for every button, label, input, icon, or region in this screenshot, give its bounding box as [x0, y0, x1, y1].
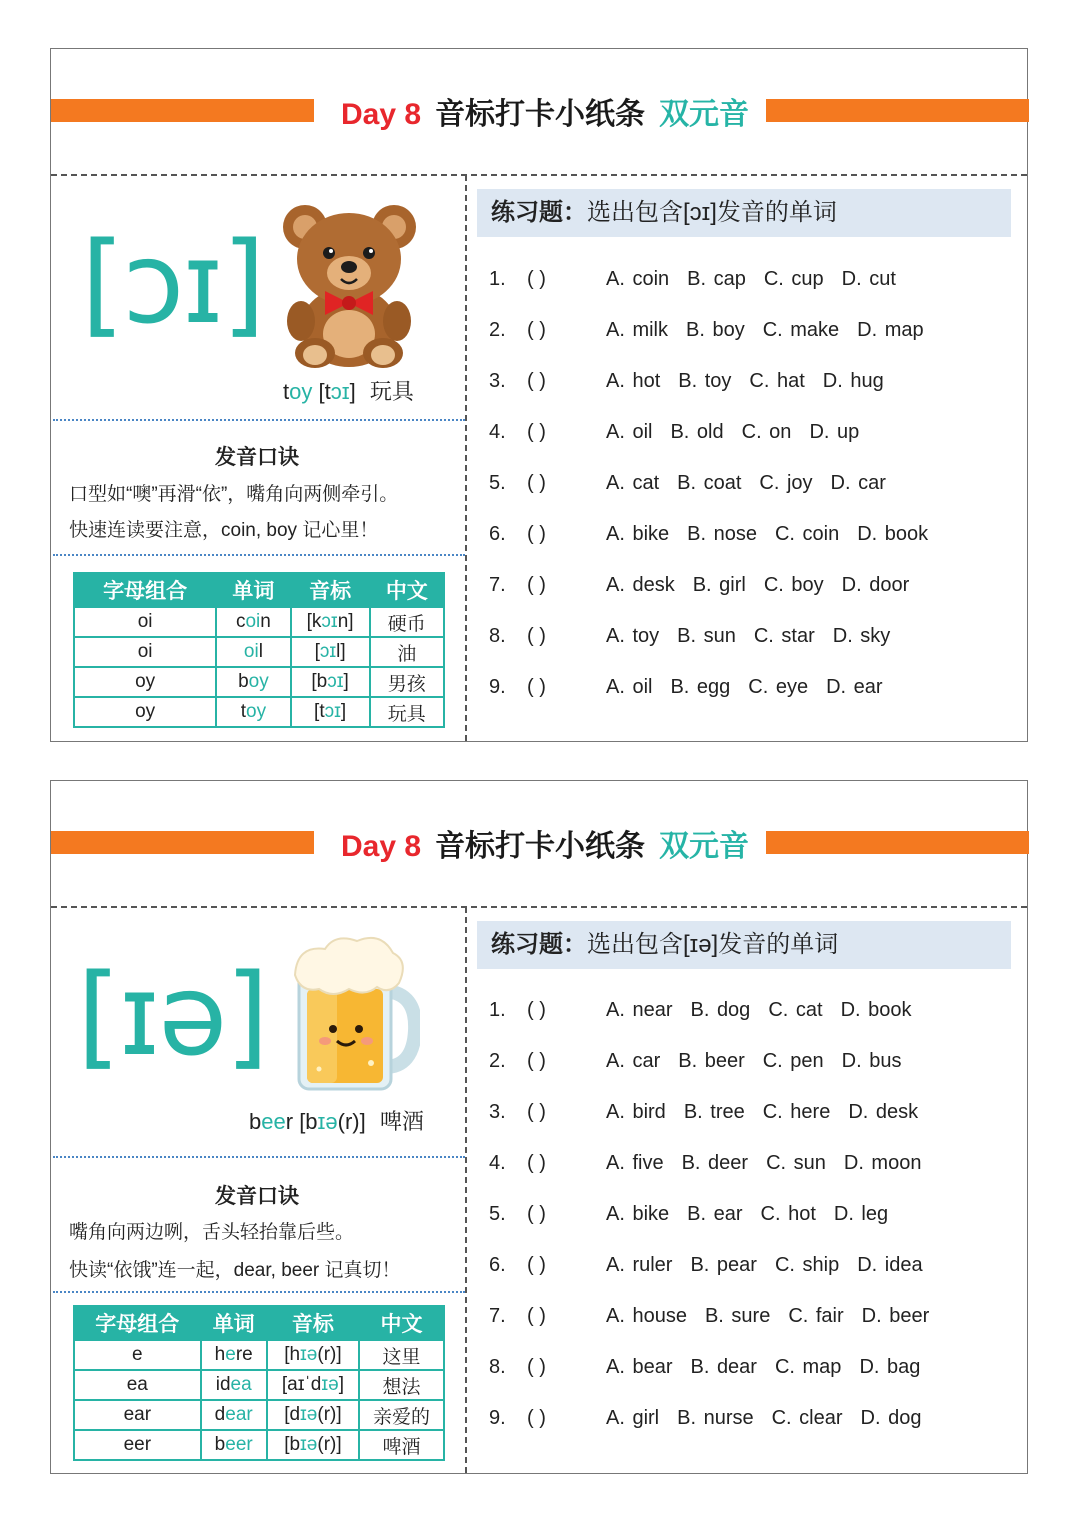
option: D. map: [857, 319, 924, 341]
card-title: [341, 821, 771, 865]
cell-ipa: [291, 697, 370, 727]
word-part: b: [214, 1434, 226, 1455]
verse-line-1: 口型如“噢”再滑“依”，嘴角向两侧牵引。: [69, 484, 399, 505]
cell-combo: ea: [74, 1370, 201, 1400]
cell-word: [216, 607, 290, 637]
option: A. girl: [606, 1407, 660, 1429]
answer-blank[interactable]: ( ): [527, 319, 546, 341]
option: A. oil: [606, 676, 653, 698]
word-highlight: ea: [230, 1374, 252, 1395]
option: B. coat: [677, 472, 742, 494]
word-highlight: ear: [225, 1404, 253, 1425]
cell-ipa: [291, 607, 370, 637]
option: D. hug: [822, 370, 884, 392]
title-day: Day 8: [341, 830, 422, 863]
cell-word: [201, 1370, 267, 1400]
option: D. bag: [859, 1356, 921, 1378]
caption-chinese: 玩具: [369, 379, 414, 404]
table-row: [74, 697, 444, 727]
option: D. idea: [857, 1254, 923, 1276]
word-part: t: [240, 701, 246, 722]
column-header: 音标: [291, 573, 370, 607]
option: C. map: [774, 1356, 842, 1378]
option: A. cat: [606, 472, 660, 494]
cell-combo: e: [74, 1340, 201, 1370]
caption-ipa-colored: ɪə: [317, 1109, 338, 1134]
cell-ipa: [267, 1400, 359, 1430]
table-row: [74, 667, 444, 697]
verse-line-2: 快速连读要注意，coin, boy 记心里！: [69, 520, 379, 541]
question-number: 7.: [489, 1305, 506, 1327]
verse-title: 发音口诀: [215, 1185, 299, 1208]
options: [606, 417, 877, 447]
question-number: 6.: [489, 523, 506, 545]
answer-blank[interactable]: ( ): [527, 1203, 546, 1225]
option: C. cup: [763, 268, 824, 290]
caption-chinese: 啤酒: [379, 1109, 424, 1134]
option: C. ship: [774, 1254, 840, 1276]
option: D. bus: [841, 1050, 902, 1072]
option: B. boy: [686, 319, 745, 341]
answer-blank[interactable]: ( ): [527, 421, 546, 443]
section-divider: [53, 419, 465, 421]
column-header: 音标: [267, 1306, 359, 1340]
question-number: 4.: [489, 421, 506, 443]
cell-combo: oy: [74, 697, 216, 727]
option: A. milk: [606, 319, 668, 341]
title-type: 双元音: [659, 98, 750, 131]
ipa-part: (r)]: [317, 1434, 342, 1455]
word-highlight: e: [225, 1344, 236, 1365]
option: D. moon: [843, 1152, 922, 1174]
question-number: 3.: [489, 1101, 506, 1123]
answer-blank[interactable]: ( ): [527, 1101, 546, 1123]
word-part: h: [214, 1344, 226, 1365]
option: C. make: [762, 319, 840, 341]
option: C. on: [741, 421, 792, 443]
answer-blank[interactable]: ( ): [527, 1050, 546, 1072]
option: A. desk: [606, 574, 675, 596]
options: [606, 1250, 941, 1280]
column-header: 单词: [216, 573, 290, 607]
option: C. hat: [749, 370, 805, 392]
word-part: b: [238, 671, 249, 692]
phonics-table: [73, 1305, 445, 1461]
vertical-divider: [465, 907, 467, 1473]
option: B. toy: [678, 370, 732, 392]
caption-ipa-suffix: (r)]: [337, 1109, 366, 1134]
header-bar-left: [51, 99, 314, 122]
phonics-card-oi: [50, 48, 1028, 742]
option: B. dear: [690, 1356, 757, 1378]
option: A. ruler: [606, 1254, 673, 1276]
practice-header: [477, 189, 1011, 237]
header-bar-right: [766, 831, 1029, 854]
option: D. beer: [861, 1305, 930, 1327]
table-row: [74, 1430, 444, 1460]
word-part: c: [235, 611, 246, 632]
cell-word: [201, 1430, 267, 1460]
card-title: [341, 89, 771, 133]
option: C. fair: [788, 1305, 844, 1327]
option: C. eye: [748, 676, 809, 698]
cell-chinese: 亲爱的: [359, 1400, 444, 1430]
ipa-part: ]: [340, 701, 347, 722]
question-number: 4.: [489, 1152, 506, 1174]
option: B. ear: [687, 1203, 743, 1225]
option: B. sure: [704, 1305, 771, 1327]
question-number: 8.: [489, 1356, 506, 1378]
verse-line-1: 嘴角向两边咧，舌头轻抬靠后些。: [69, 1222, 355, 1243]
ipa-part: [b: [284, 1434, 301, 1455]
option: A. car: [606, 1050, 661, 1072]
caption-ipa-suffix: ]: [349, 379, 356, 404]
question-number: 9.: [489, 676, 506, 698]
ipa-part: [h: [284, 1344, 301, 1365]
phonics-table: [73, 572, 445, 728]
column-header: 字母组合: [74, 1306, 201, 1340]
section-divider: [53, 1291, 465, 1293]
question-number: 7.: [489, 574, 506, 596]
option: A. coin: [606, 268, 670, 290]
option: C. star: [753, 625, 815, 647]
ipa-highlight: ɪə: [321, 1374, 339, 1395]
options: [606, 1199, 906, 1229]
cell-chinese: 玩具: [370, 697, 444, 727]
ipa-part: (r)]: [317, 1344, 342, 1365]
option: B. old: [670, 421, 724, 443]
ipa-part: [: [314, 641, 320, 662]
cell-chinese: 男孩: [370, 667, 444, 697]
ipa-part: [k: [306, 611, 322, 632]
table-header-row: [74, 573, 444, 607]
answer-blank[interactable]: ( ): [527, 1356, 546, 1378]
cell-combo: ear: [74, 1400, 201, 1430]
option: A. near: [606, 999, 673, 1021]
word-part: d: [214, 1404, 226, 1425]
section-divider: [53, 1156, 465, 1158]
option: D. door: [841, 574, 910, 596]
option: C. hot: [760, 1203, 816, 1225]
answer-blank[interactable]: ( ): [527, 1305, 546, 1327]
option: A. bike: [606, 523, 670, 545]
option: C. joy: [759, 472, 813, 494]
title-main: 音标打卡小纸条: [435, 830, 646, 863]
option: A. five: [606, 1152, 664, 1174]
answer-blank[interactable]: ( ): [527, 574, 546, 596]
question-number: 2.: [489, 319, 506, 341]
cell-word: [216, 697, 290, 727]
ipa-highlight: ɪə: [300, 1404, 318, 1425]
option: D. ear: [826, 676, 883, 698]
option: B. nose: [687, 523, 757, 545]
option: D. up: [809, 421, 860, 443]
column-header: 字母组合: [74, 573, 216, 607]
table-row: [74, 1400, 444, 1430]
question-number: 5.: [489, 472, 506, 494]
answer-blank[interactable]: ( ): [527, 676, 546, 698]
answer-blank[interactable]: ( ): [527, 625, 546, 647]
options: [606, 1148, 939, 1178]
cell-word: [216, 637, 290, 667]
options: [606, 315, 942, 345]
title-day: Day 8: [341, 98, 422, 131]
word-part: l: [258, 641, 263, 662]
question-number: 1.: [489, 268, 506, 290]
ipa-highlight: ɔɪ: [319, 641, 337, 662]
horizontal-divider: [51, 906, 1027, 908]
header-bar-right: [766, 99, 1029, 122]
option: C. cat: [768, 999, 823, 1021]
answer-blank[interactable]: ( ): [527, 523, 546, 545]
answer-blank[interactable]: ( ): [527, 1407, 546, 1429]
ipa-symbol: [ɪə]: [77, 951, 267, 1081]
practice-instruction: 选出包含[ɪə]发音的单词: [587, 931, 839, 958]
option: D. book: [840, 999, 912, 1021]
cell-combo: eer: [74, 1430, 201, 1460]
cell-chinese: 硬币: [370, 607, 444, 637]
option: D. sky: [832, 625, 891, 647]
option: D. cut: [841, 268, 896, 290]
example-caption: [249, 1105, 424, 1136]
example-caption: [283, 375, 414, 406]
option: B. girl: [692, 574, 746, 596]
cell-chinese: 啤酒: [359, 1430, 444, 1460]
ipa-highlight: ɔɪ: [327, 671, 344, 692]
cell-combo: oi: [74, 637, 216, 667]
question-number: 1.: [489, 999, 506, 1021]
ipa-highlight: ɔɪ: [324, 701, 341, 722]
option: D. book: [857, 523, 929, 545]
answer-blank[interactable]: ( ): [527, 1152, 546, 1174]
option: D. dog: [860, 1407, 922, 1429]
options: [606, 1046, 919, 1076]
option: A. toy: [606, 625, 660, 647]
cell-combo: oy: [74, 667, 216, 697]
option: B. nurse: [677, 1407, 754, 1429]
answer-blank[interactable]: ( ): [527, 268, 546, 290]
beer-mug-icon: [285, 931, 420, 1096]
ipa-part: [aɪˈd: [281, 1374, 322, 1395]
option: A. bear: [606, 1356, 673, 1378]
options: [606, 468, 904, 498]
answer-blank[interactable]: ( ): [527, 999, 546, 1021]
option: A. hot: [606, 370, 661, 392]
ipa-part: [d: [284, 1404, 301, 1425]
horizontal-divider: [51, 174, 1027, 176]
cell-chinese: 想法: [359, 1370, 444, 1400]
cell-ipa: [267, 1340, 359, 1370]
option: B. pear: [690, 1254, 757, 1276]
table-row: [74, 1370, 444, 1400]
ipa-part: [t: [314, 701, 325, 722]
word-part: re: [235, 1344, 253, 1365]
option: B. sun: [677, 625, 736, 647]
cell-word: [201, 1400, 267, 1430]
option: D. leg: [833, 1203, 889, 1225]
ipa-highlight: ɔɪ: [321, 611, 338, 632]
ipa-part: (r)]: [317, 1404, 342, 1425]
question-number: 6.: [489, 1254, 506, 1276]
column-header: 单词: [201, 1306, 267, 1340]
option: C. here: [762, 1101, 831, 1123]
word-part: id: [215, 1374, 231, 1395]
title-main: 音标打卡小纸条: [435, 98, 646, 131]
question-number: 5.: [489, 1203, 506, 1225]
option: A. bird: [606, 1101, 666, 1123]
cell-chinese: 这里: [359, 1340, 444, 1370]
ipa-part: ]: [343, 671, 349, 692]
cell-ipa: [291, 667, 370, 697]
column-header: 中文: [370, 573, 444, 607]
question-number: 3.: [489, 370, 506, 392]
title-type: 双元音: [659, 830, 750, 863]
options: [606, 672, 901, 702]
section-divider: [53, 554, 465, 556]
ipa-part: ]: [338, 1374, 344, 1395]
option: C. pen: [762, 1050, 824, 1072]
ipa-highlight: ɪə: [300, 1344, 318, 1365]
vertical-divider: [465, 175, 467, 741]
phonics-card-ie: [50, 780, 1028, 1474]
caption-word-prefix: b: [249, 1109, 262, 1134]
word-highlight: eer: [225, 1434, 253, 1455]
options: [606, 995, 930, 1025]
header-bar-left: [51, 831, 314, 854]
question-number: 2.: [489, 1050, 506, 1072]
caption-ipa-colored: ɔɪ: [330, 379, 350, 404]
options: [606, 1097, 936, 1127]
teddy-bear-icon: [277, 199, 422, 369]
option: B. tree: [683, 1101, 745, 1123]
ipa-part: [b: [311, 671, 328, 692]
option: D. desk: [848, 1101, 919, 1123]
option: C. coin: [774, 523, 840, 545]
options: [606, 1352, 938, 1382]
cell-ipa: [267, 1370, 359, 1400]
options: [606, 1403, 939, 1433]
answer-blank[interactable]: ( ): [527, 370, 546, 392]
practice-instruction: 选出包含[ɔɪ]发音的单词: [587, 199, 837, 226]
ipa-part: n]: [337, 611, 354, 632]
options: [606, 1301, 947, 1331]
table-header-row: [74, 1306, 444, 1340]
option: B. dog: [690, 999, 751, 1021]
cell-ipa: [267, 1430, 359, 1460]
options: [606, 519, 946, 549]
option: B. beer: [678, 1050, 745, 1072]
verse-title: 发音口诀: [215, 446, 299, 469]
cell-chinese: 油: [370, 637, 444, 667]
caption-word-suffix: r: [285, 1109, 294, 1134]
cell-word: [216, 667, 290, 697]
option: A. house: [606, 1305, 687, 1327]
option: B. egg: [670, 676, 731, 698]
table-row: [74, 607, 444, 637]
option: A. bike: [606, 1203, 670, 1225]
question-number: 8.: [489, 625, 506, 647]
caption-ipa-prefix: [b: [299, 1109, 318, 1134]
option: A. oil: [606, 421, 653, 443]
word-highlight: oi: [243, 641, 259, 662]
option: B. cap: [687, 268, 746, 290]
option: C. clear: [771, 1407, 843, 1429]
cell-combo: oi: [74, 607, 216, 637]
table-row: [74, 1340, 444, 1370]
option: C. sun: [766, 1152, 826, 1174]
options: [606, 570, 927, 600]
table-row: [74, 637, 444, 667]
answer-blank[interactable]: ( ): [527, 1254, 546, 1276]
column-header: 中文: [359, 1306, 444, 1340]
practice-header: [477, 921, 1011, 969]
verse-line-2: 快读“依饿”连一起，dear, beer 记真切！: [69, 1260, 401, 1281]
option: B. deer: [681, 1152, 749, 1174]
option: D. car: [830, 472, 886, 494]
options: [606, 621, 908, 651]
ipa-symbol: [ɔɪ]: [81, 219, 264, 349]
cell-word: [201, 1340, 267, 1370]
practice-label: 练习题：: [491, 199, 587, 226]
word-part: n: [260, 611, 271, 632]
ipa-highlight: ɪə: [300, 1434, 318, 1455]
ipa-part: l]: [336, 641, 346, 662]
caption-word-colored: ee: [261, 1109, 286, 1134]
word-highlight: oy: [248, 671, 269, 692]
question-number: 9.: [489, 1407, 506, 1429]
practice-label: 练习题：: [491, 931, 587, 958]
option: C. boy: [763, 574, 824, 596]
caption-word-prefix: t: [283, 379, 290, 404]
caption-word-colored: oy: [289, 379, 313, 404]
options: [606, 264, 914, 294]
cell-ipa: [291, 637, 370, 667]
word-highlight: oy: [246, 701, 267, 722]
answer-blank[interactable]: ( ): [527, 472, 546, 494]
options: [606, 366, 902, 396]
word-highlight: oi: [245, 611, 261, 632]
caption-ipa-prefix: [t: [318, 379, 331, 404]
